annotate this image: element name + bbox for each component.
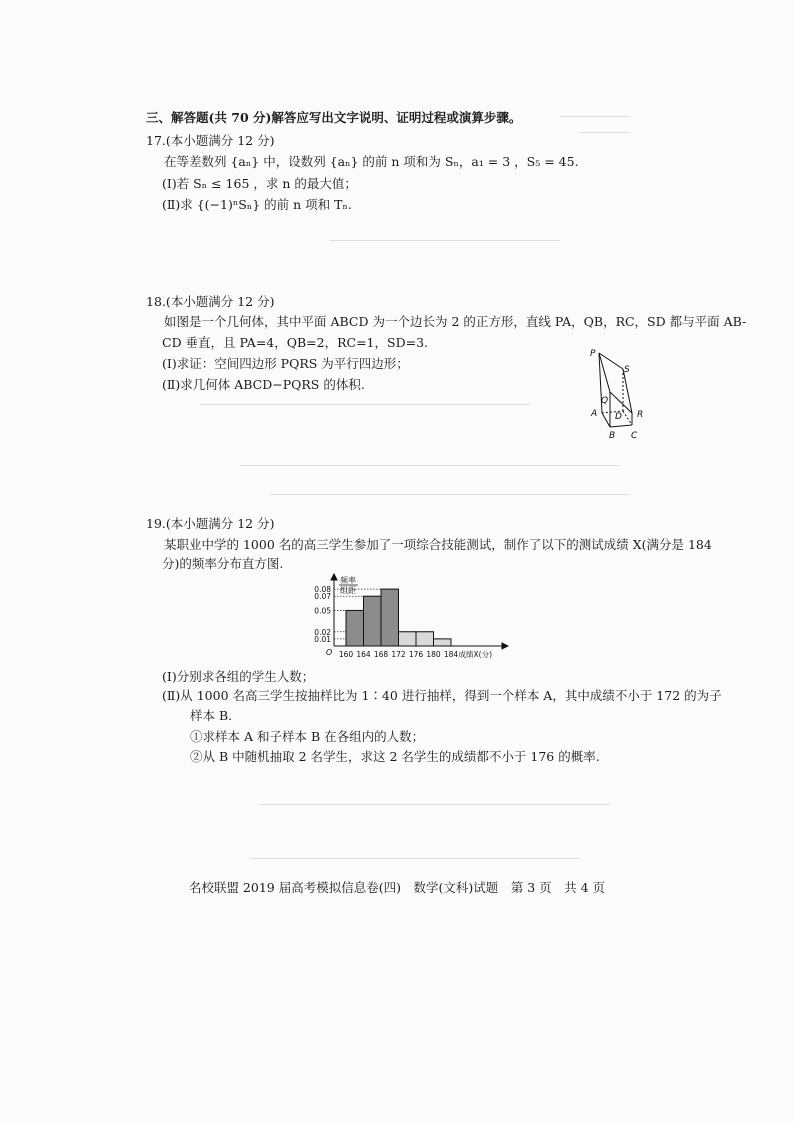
q17-part1: (Ⅰ)若 Sₙ ≤ 165 ，求 n 的最大值； (162, 176, 357, 191)
x-tick-label: 184 (443, 650, 459, 659)
scan-noise (200, 404, 530, 405)
histogram-bar (434, 639, 452, 646)
q19-heading: 19.(本小题满分 12 分) (146, 516, 275, 531)
y-label-top: 频率 (340, 576, 356, 585)
q19-part2-line2: 样本 B. (190, 708, 233, 723)
q18-part2: (Ⅱ)求几何体 ABCD−PQRS 的体积. (162, 377, 365, 392)
x-tick-label: 180 (426, 650, 441, 659)
label-p: P (590, 349, 596, 359)
q18-stem-line1: 如图是一个几何体，其中平面 ABCD 为一个边长为 2 的正方形，直线 PA，QB，RC，SD 都与平面 AB- (164, 314, 747, 329)
q19-sub1: ①求样本 A 和子样本 B 在各组内的人数； (190, 729, 425, 744)
y-tick-label: 0.07 (314, 592, 331, 602)
page-footer: 名校联盟 2019 届高考模拟信息卷(四) 数学(文科)试题 第 3 页 共 4 页 (188, 880, 606, 895)
x-tick-label: 176 (408, 650, 424, 659)
y-tick-label: 0.01 (314, 634, 331, 644)
label-c: C (631, 431, 638, 441)
q18-stem-line2: CD 垂直，且 PA=4，QB=2，RC=1，SD=3. (162, 335, 428, 350)
label-a: A (591, 409, 598, 419)
y-tick-label: 0.05 (314, 606, 331, 616)
x-tick-label: 168 (373, 650, 389, 659)
x-axis-arrow (502, 643, 508, 649)
q17-heading: 17.(本小题满分 12 分) (146, 133, 275, 148)
scan-noise (330, 240, 560, 241)
q19-part2-line1: (Ⅱ)从 1000 名高三学生按抽样比为 1∶40 进行抽样，得到一个样本 A，其中成绩不小于 172 的为子 (162, 688, 722, 703)
scan-noise (260, 804, 610, 805)
scan-noise (580, 132, 630, 133)
x-axis-label: 成绩X(分) (458, 650, 492, 659)
x-tick-label: 172 (391, 650, 406, 659)
x-tick-label: 160 (338, 650, 354, 659)
histogram-bar (381, 589, 399, 646)
q18-part1: (Ⅰ)求证：空间四边形 PQRS 为平行四边形； (162, 356, 409, 371)
label-s: S (624, 365, 630, 375)
label-r: R (637, 410, 644, 420)
section-header: 三、解答题(共 70 分)解答应写出文字说明、证明过程或演算步骤。 (146, 110, 522, 125)
q18-heading: 18.(本小题满分 12 分) (146, 294, 275, 309)
scan-noise (270, 494, 630, 495)
label-q: Q (601, 396, 609, 406)
scan-noise (240, 465, 620, 466)
y-axis-arrow (331, 574, 337, 580)
y-tick-label: 0.02 (314, 627, 331, 637)
label-b: B (609, 431, 616, 441)
y-label-bottom: 组距 (340, 586, 356, 595)
scan-noise (250, 858, 580, 859)
frequency-histogram (296, 572, 516, 662)
q19-stem-line2: 分)的频率分布直方图. (162, 556, 284, 571)
q19-part1: (Ⅰ)分别求各组的学生人数； (162, 669, 315, 684)
y-tick-label: 0.08 (314, 585, 331, 595)
q17-part2: (Ⅱ)求 {(−1)ⁿSₙ} 的前 n 项和 Tₙ. (162, 197, 352, 212)
histogram-bar (346, 610, 364, 646)
histogram-bar (416, 632, 434, 646)
q19-stem-line1: 某职业中学的 1000 名的高三学生参加了一项综合技能测试，制作了以下的测试成绩 X(满分是 184 (164, 537, 712, 552)
histogram-bar (399, 632, 417, 646)
q18-solid-figure (580, 345, 660, 443)
origin-label: O (326, 648, 333, 657)
histogram-bar (364, 596, 382, 646)
scan-noise (560, 116, 630, 117)
q19-sub2: ②从 B 中随机抽取 2 名学生，求这 2 名学生的成绩都不小于 176 的概率. (190, 749, 600, 764)
x-tick-label: 164 (356, 650, 371, 659)
label-d: D (615, 412, 622, 422)
q17-stem: 在等差数列 {aₙ} 中，设数列 {aₙ} 的前 n 项和为 Sₙ，a₁ = 3 ，S₅ = 45. (164, 154, 579, 169)
